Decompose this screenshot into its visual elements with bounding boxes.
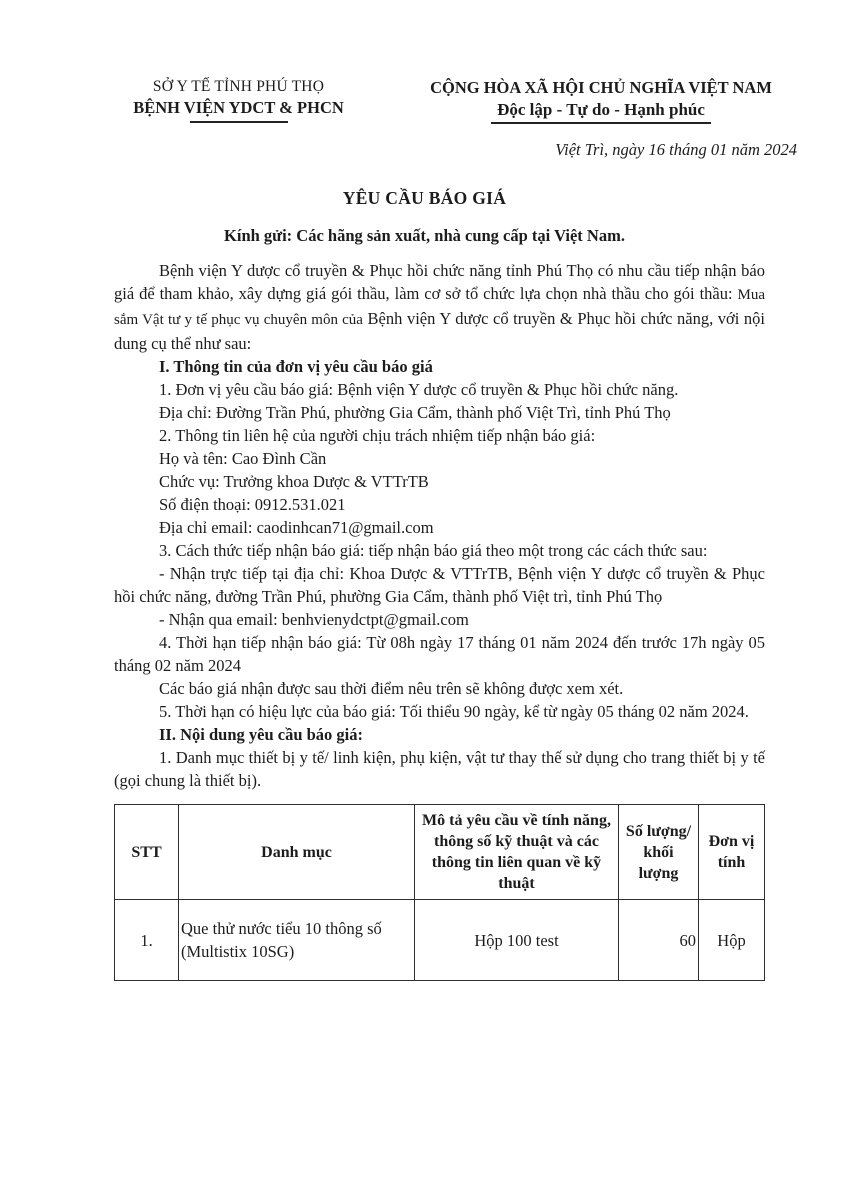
col-header-don-vi: Đơn vị tính [699,805,765,900]
cell-so-luong: 60 [619,900,699,981]
section1-heading: I. Thông tin của đơn vị yêu cầu báo giá [159,357,433,376]
intro-part3: Bệnh viện Y dược cổ truyền & Phục hồi chức năng, với nội dung cụ thể như sau: [114,309,765,353]
table-row [115,900,765,981]
section1-item-address: Địa chỉ: Đường Trần Phú, phường Gia Cẩm, thành phố Việt Trì, tỉnh Phú Thọ [159,403,671,422]
cell-mo-ta: Hộp 100 test [415,900,619,981]
section1-item-validity: 5. Thời hạn có hiệu lực của báo giá: Tối thiểu 90 ngày, kể từ ngày 05 tháng 02 năm 2024. [159,702,749,721]
section2-item-list-intro: 1. Danh mục thiết bị y tế/ linh kiện, phụ kiện, vật tư thay thế sử dụng cho trang thiết bị y tế (gọi chung là thiết bị). [114,748,765,790]
intro-package-name: Mua sắm Vật tư y tế phục vụ chuyên môn của [114,287,765,328]
national-header-block [401,78,801,124]
section1-item-contact-phone: Số điện thoại: 0912.531.021 [159,495,346,514]
document-body [114,259,765,792]
table-header-row [115,805,765,900]
cell-stt: 1. [115,900,179,981]
issuing-org-block [86,78,391,124]
cell-danh-muc: Que thử nước tiểu 10 thông số (Multistix 10SG) [179,900,415,981]
national-title: CỘNG HÒA XÃ HỘI CHỦ NGHĨA VIỆT NAM [430,78,772,97]
section1-item-contact-name: Họ và tên: Cao Đình Cần [159,449,327,468]
salutation-line: Kính gửi: Các hãng sản xuất, nhà cung cấp tại Việt Nam. [224,226,625,245]
section1-item-contact-position: Chức vụ: Trưởng khoa Dược & VTTrTB [159,472,429,491]
col-header-stt: STT [115,805,179,900]
section1-item-deadline: 4. Thời hạn tiếp nhận báo giá: Từ 08h ngày 17 tháng 01 năm 2024 đến trước 17h ngày 05 tháng 02 năm 2024 [114,633,765,675]
section1-item-method-email: - Nhận qua email: benhvienydctpt@gmail.com [159,610,469,629]
equipment-table [114,804,765,981]
section1-item-method-direct: - Nhận trực tiếp tại địa chỉ: Khoa Dược & VTTrTB, Bệnh viện Y dược cổ truyền & Phục hồi chức năng, đường Trần Phú, phường Gia Cẩm, thành phố Việt trì, tỉnh Phú Thọ [114,564,765,606]
section1-item-method-heading: 3. Cách thức tiếp nhận báo giá: tiếp nhận báo giá theo một trong các cách thức sau: [159,541,708,560]
document-header [0,0,849,124]
section1-item-late-note: Các báo giá nhận được sau thời điểm nêu trên sẽ không được xem xét. [159,679,624,698]
intro-part1: Bệnh viện Y dược cổ truyền & Phục hồi chức năng tỉnh Phú Thọ có nhu cầu tiếp nhận báo giá để tham khảo, xây dựng giá gói thầu, làm cơ sở tổ chức lựa chọn nhà thầu cho gói thầu: [114,261,765,303]
section1-item-contact-heading: 2. Thông tin liên hệ của người chịu trách nhiệm tiếp nhận báo giá: [159,426,596,445]
parent-org-name: SỞ Y TẾ TỈNH PHÚ THỌ [152,78,325,95]
national-motto: Độc lập - Tự do - Hạnh phúc [491,100,711,124]
document-title: YÊU CẦU BÁO GIÁ [342,188,507,208]
section1-item-unit: 1. Đơn vị yêu cầu báo giá: Bệnh viện Y dược cổ truyền & Phục hồi chức năng. [159,380,679,399]
col-header-mo-ta: Mô tả yêu cầu về tính năng, thông số kỹ thuật và các thông tin liên quan về kỹ thuật [415,805,619,900]
hospital-name: BỆNH VIỆN YDCT & PHCN [133,98,344,117]
section1-item-contact-email: Địa chỉ email: caodinhcan71@gmail.com [159,518,434,537]
col-header-danh-muc: Danh mục [179,805,415,900]
cell-don-vi: Hộp [699,900,765,981]
org-underline-rule [190,121,288,123]
col-header-so-luong: Số lượng/ khối lượng [619,805,699,900]
date-line: Việt Trì, ngày 16 tháng 01 năm 2024 [555,140,797,159]
intro-paragraph [114,259,765,355]
section2-heading: II. Nội dung yêu cầu báo giá: [159,725,364,744]
